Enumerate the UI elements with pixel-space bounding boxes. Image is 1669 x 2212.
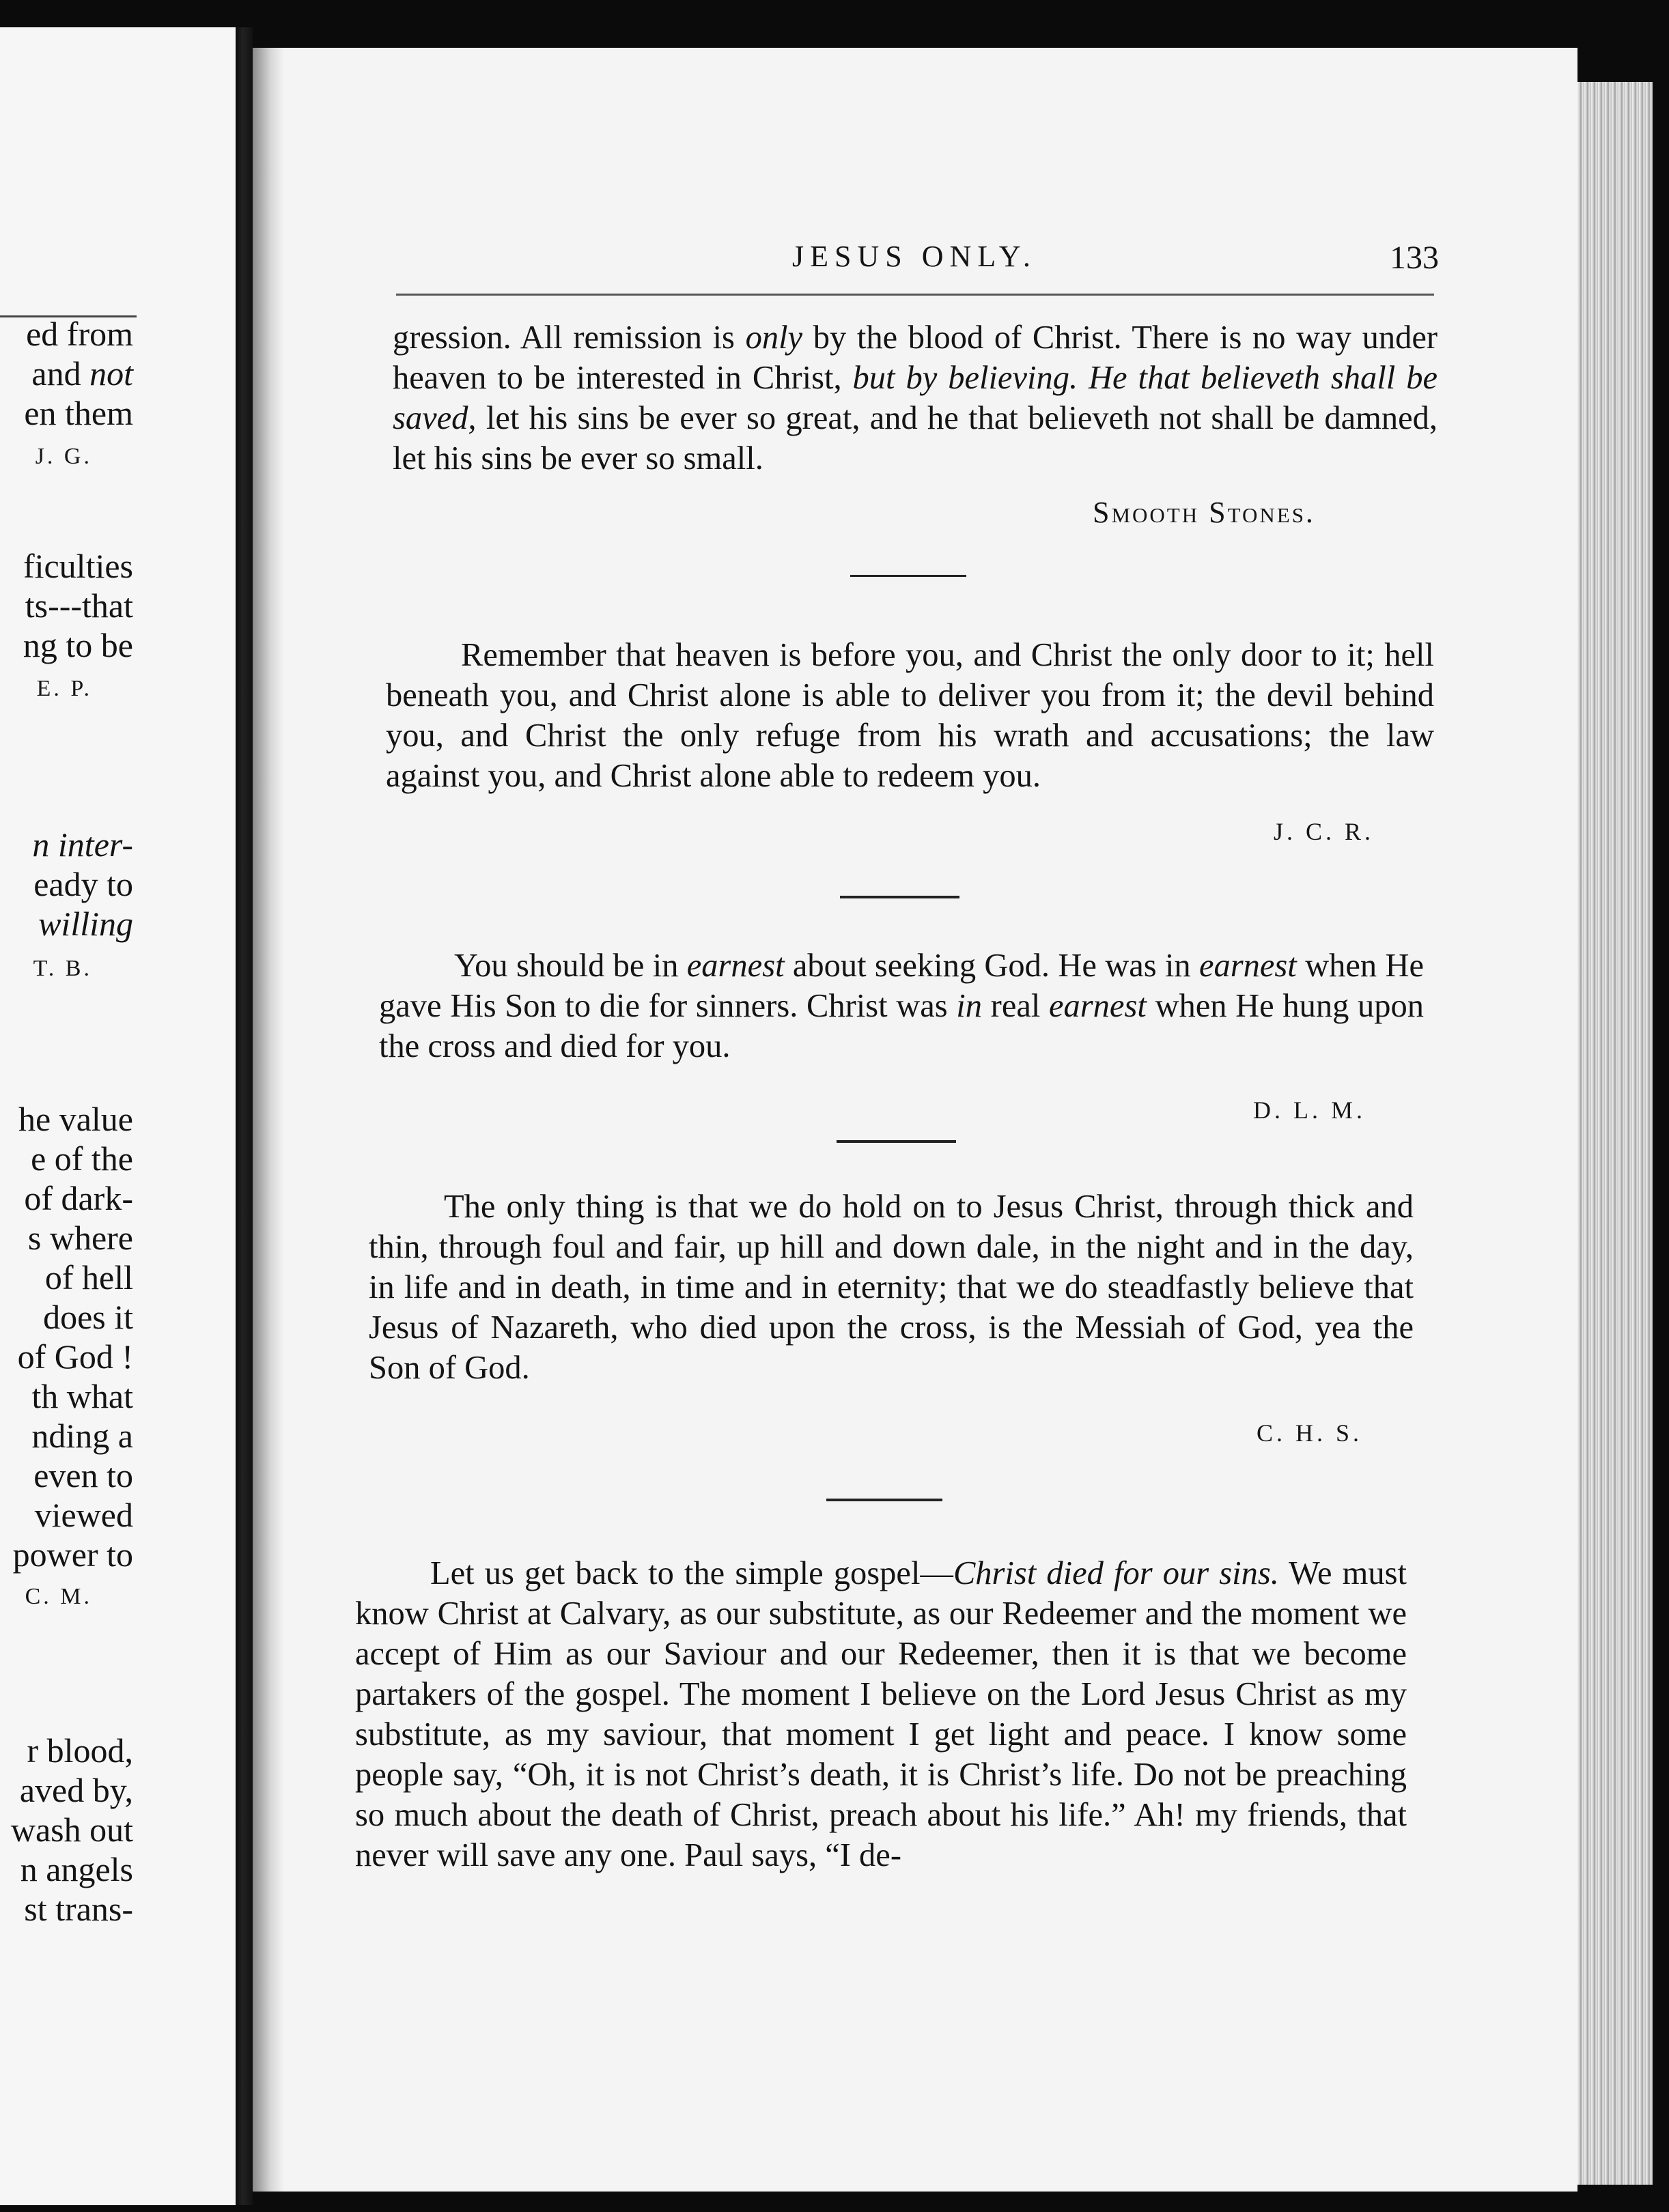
- left-page-line: aved by,: [19, 1771, 133, 1809]
- page-number: 133: [1390, 240, 1439, 276]
- passage-1-signature: Smooth Stones.: [1093, 496, 1315, 529]
- left-page-line: nding a: [31, 1417, 133, 1455]
- running-head: JESUS ONLY.: [792, 240, 1037, 273]
- page-edge-stack: [1577, 82, 1653, 2185]
- passage-1-text: gression. All remission is only by the blood of Christ. There is no way under heaven to be interested in Christ, but by believing. He that believeth shall be saved, let his sins be ever so great, and he that believeth not shall be damned, let his sins be ever so small.: [393, 320, 1438, 477]
- left-page-line: ng to be: [23, 626, 133, 664]
- left-page-line: n inter-: [32, 825, 133, 864]
- left-page-line: does it: [43, 1298, 133, 1336]
- left-page-line: of God !: [17, 1337, 133, 1376]
- passage-3-signature: D. L. M.: [1253, 1096, 1366, 1124]
- left-page-line: willing: [38, 905, 133, 943]
- left-page-line: viewed: [34, 1496, 133, 1534]
- left-facing-page: [0, 27, 236, 2205]
- left-page-line: he value: [18, 1100, 133, 1138]
- separator-3: [837, 1140, 956, 1143]
- left-page-line: power to: [12, 1535, 133, 1574]
- left-page-signature: J. G.: [35, 444, 92, 469]
- left-page-line: ficulties: [23, 547, 133, 585]
- passage-4-text: The only thing is that we do hold on to Jesus Christ, through thick and thin, through foul and fair, up hill and down dale, in the night and in the day, in life and in death, in time and in eternity; that we do steadfastly believe that Jesus of Nazareth, who died upon the cross, is the Messiah of God, yea the Son of God.: [369, 1189, 1414, 1386]
- separator-1: [850, 575, 966, 577]
- left-page-line: even to: [33, 1456, 133, 1494]
- left-page-line: and not: [31, 354, 133, 393]
- header-rule: [396, 294, 1434, 296]
- left-page-line: n angels: [20, 1850, 133, 1888]
- left-page-line: r blood,: [27, 1731, 133, 1770]
- left-page-signature: E. P.: [36, 676, 92, 701]
- left-page-line: eady to: [33, 865, 133, 903]
- left-page-line: of dark-: [24, 1179, 133, 1217]
- left-page-line: ts---that: [25, 586, 133, 625]
- book-gutter: [236, 27, 253, 2205]
- passage-2-text: Remember that heaven is before you, and Christ the only door to it; hell beneath you, and Christ alone is able to deliver you from it; the devil behind you, and Christ the only refuge from his wrath and accusations; the law against you, and Christ alone able to redeem you.: [386, 637, 1434, 794]
- left-page-line: wash out: [10, 1811, 133, 1849]
- passage-3-text: You should be in earnest about seeking God. He was in earnest when He gave His Son to die for sinners. Christ was in real earnest when He hung upon the cross and died for you.: [379, 948, 1424, 1064]
- left-page-signature: C. M.: [25, 1584, 92, 1609]
- separator-2: [840, 896, 959, 898]
- passage-5-text: Let us get back to the simple gospel—Christ died for our sins. We must know Christ at Calvary, as our substitute, as our Redeemer and the moment we accept of Him as our Saviour and our Redeemer, then it is that we become partakers of the gospel. The moment I believe on the Lord Jesus Christ as my substitute, as my saviour, that moment I get light and peace. I know some people say, “Oh, it is not Christ’s death, it is Christ’s life. Do not be preaching so much about the death of Christ, preach about his life.” Ah! my friends, that never will save any one. Paul says, “I de-: [355, 1555, 1407, 1873]
- passage-2-signature: J. C. R.: [1274, 818, 1375, 845]
- left-page-line: s where: [27, 1219, 133, 1257]
- left-page-line: st trans-: [24, 1890, 133, 1928]
- left-page-line: e of the: [31, 1139, 133, 1178]
- left-page-line: en them: [24, 394, 133, 432]
- gutter-shadow: [253, 48, 283, 2192]
- passage-4-signature: C. H. S.: [1257, 1419, 1363, 1447]
- separator-4: [826, 1499, 942, 1501]
- left-page-signature: T. B.: [33, 956, 92, 981]
- left-page-line: th what: [31, 1377, 133, 1415]
- left-page-line: of hell: [44, 1258, 133, 1296]
- left-page-line: ed from: [26, 315, 133, 353]
